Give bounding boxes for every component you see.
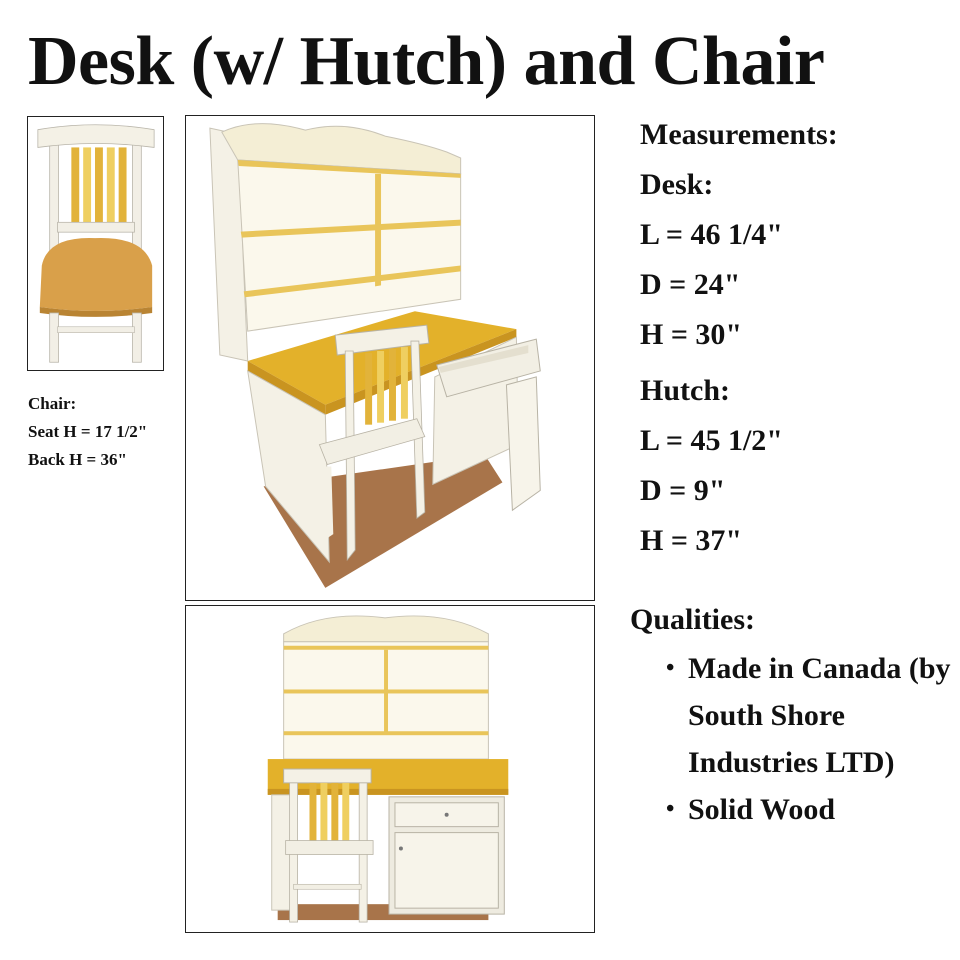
- chair-illustration: [28, 117, 163, 370]
- hutch-heading: Hutch:: [640, 374, 730, 407]
- measurements: [640, 110, 838, 566]
- page-title: Desk (w/ Hutch) and Chair: [28, 23, 825, 100]
- desk-height: H = 30": [640, 318, 743, 351]
- chair-seat-height: Seat H = 17 1/2": [28, 422, 148, 441]
- chair-photo: [27, 116, 164, 371]
- desk-photo-front: [185, 605, 595, 933]
- quality-item: • Made in Canada (by South Shore Industries LTD): [666, 645, 956, 786]
- desk-front-illustration: [186, 606, 594, 932]
- chair-heading: Chair:: [28, 394, 77, 413]
- qualities-list: [666, 645, 956, 833]
- hutch-height: H = 37": [640, 524, 743, 557]
- desk-photo-angled: [185, 115, 595, 601]
- desk-heading: Desk:: [640, 168, 714, 201]
- chair-measurements: [28, 390, 147, 474]
- qualities-heading: Qualities:: [630, 603, 755, 636]
- hutch-length: L = 45 1/2": [640, 424, 783, 457]
- desk-length: L = 46 1/4": [640, 218, 783, 251]
- hutch-depth: D = 9": [640, 474, 726, 507]
- quality-item: • Solid Wood: [666, 786, 956, 833]
- desk-depth: D = 24": [640, 268, 741, 301]
- desk-angled-illustration: [186, 116, 594, 600]
- chair-back-height: Back H = 36": [28, 450, 127, 469]
- measurements-heading: Measurements:: [640, 118, 838, 151]
